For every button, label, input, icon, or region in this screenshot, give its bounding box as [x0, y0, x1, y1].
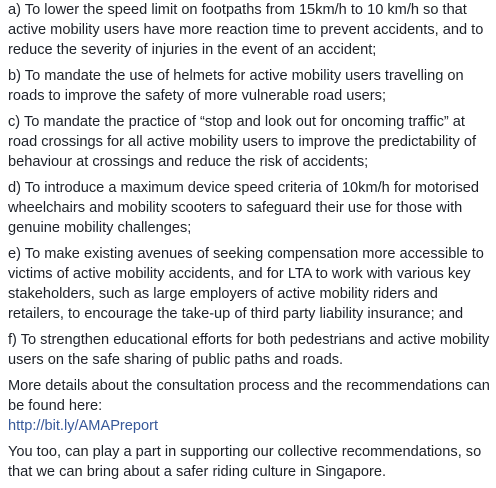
details-text: More details about the consultation process and the recommendations can be found here:	[8, 378, 490, 414]
recommendation-b: b) To mandate the use of helmets for active mobility users travelling on roads to improve the safety of more vulnerable road users;	[8, 68, 464, 104]
report-link[interactable]: http://bit.ly/AMAPreport	[8, 418, 159, 434]
closing-paragraph: You too, can play a part in supporting our collective recommendations, so that we can bring about a safer riding culture in Singapore.	[8, 444, 482, 480]
details-paragraph	[8, 376, 492, 436]
recommendation-a: a) To lower the speed limit on footpaths from 15km/h to 10 km/h so that active mobility users have more reaction time to prevent accidents, and to reduce the severity of injuries in the event of an accident;	[8, 2, 484, 58]
post-body	[8, 0, 492, 488]
recommendation-e: e) To make existing avenues of seeking compensation more accessible to victims of active mobility accidents, and for LTA to work with various key stakeholders, such as large employers of active mobility riders and retailers, to encourage the take-up of third party liability insurance; and	[8, 246, 484, 322]
recommendation-f: f) To strengthen educational efforts for both pedestrians and active mobility users on the safe sharing of public paths and roads.	[8, 332, 490, 368]
recommendation-c: c) To mandate the practice of “stop and look out for oncoming traffic” at road crossings for all active mobility users to improve the predictability of behaviour at crossings and reduce the risk of accidents;	[8, 114, 477, 170]
recommendation-d: d) To introduce a maximum device speed criteria of 10km/h for motorised wheelchairs and mobility scooters to safeguard their use for those with genuine mobility challenges;	[8, 180, 479, 236]
